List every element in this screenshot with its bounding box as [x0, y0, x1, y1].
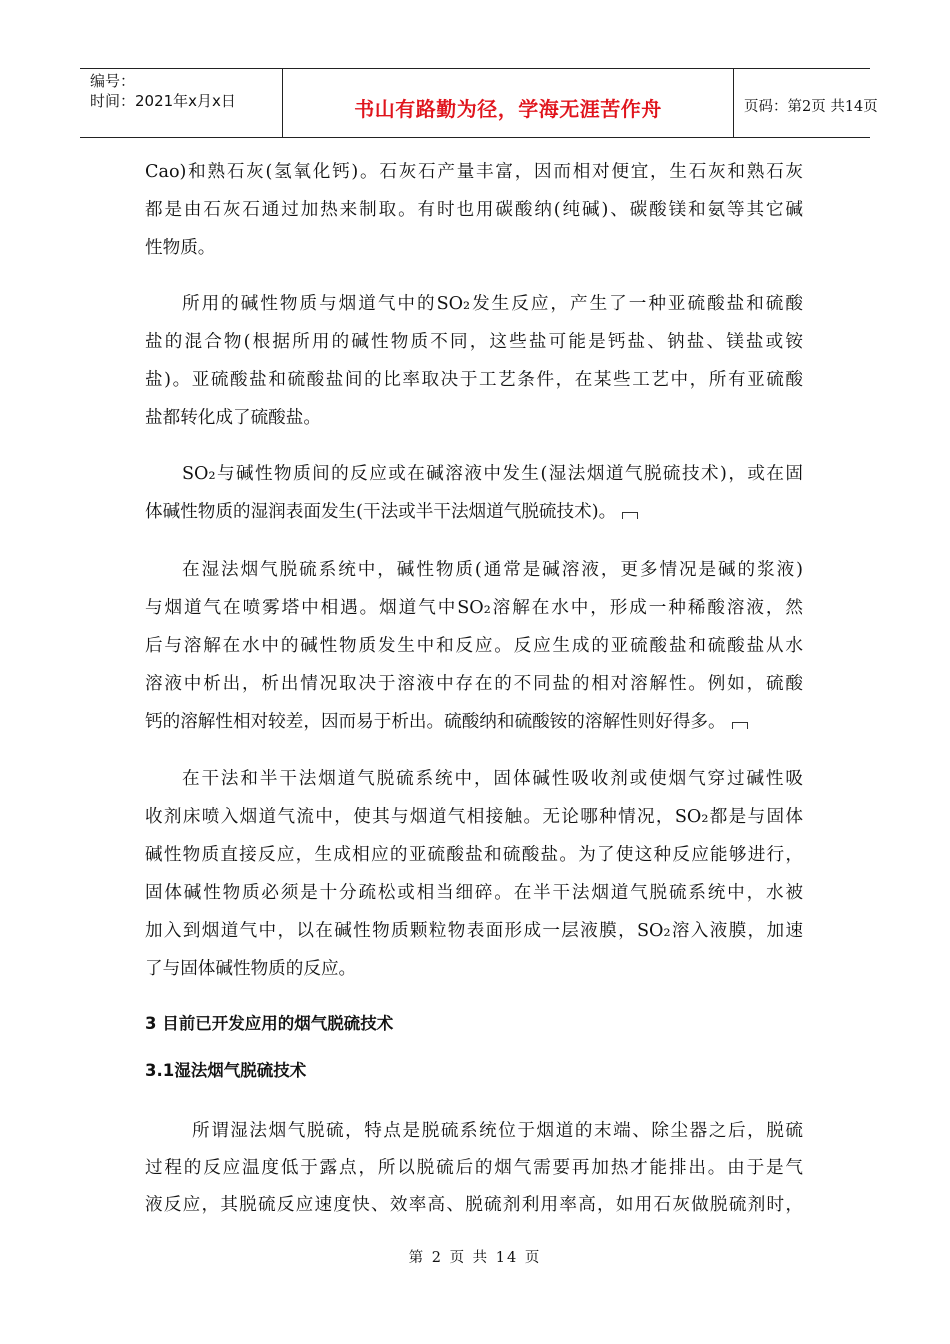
paragraph-line: 了与固体碱性物质的反应。 [145, 959, 357, 979]
paragraph-line: 盐)。亚硫酸盐和硫酸盐间的比率取决于工艺条件，在某些工艺中，所有亚硫酸 [145, 370, 803, 390]
document-date: 时间：2021年x月x日 [90, 92, 236, 110]
paragraph-line: 性物质。 [145, 238, 216, 258]
paragraph-line: 所谓湿法烟气脱硫，特点是脱硫系统位于烟道的末端、除尘器之后，脱硫 [192, 1121, 803, 1141]
paragraph-line: 收剂床喷入烟道气流中，使其与烟道气相接触。无论哪种情况，SO₂都是与固体 [145, 807, 803, 827]
paragraph-line: 溶液中析出，析出情况取决于溶液中存在的不同盐的相对溶解性。例如，硫酸 [145, 674, 803, 694]
section-heading: 3 目前已开发应用的烟气脱硫技术 [145, 1014, 394, 1033]
paragraph-line [145, 710, 748, 734]
paragraph-line: 都是由石灰石通过加热来制取。有时也用碳酸纳(纯碱)、碳酸镁和氨等其它碱 [145, 200, 803, 220]
paragraph-line: 固体碱性物质必须是十分疏松或相当细碎。在半干法烟道气脱硫系统中，水被 [145, 883, 803, 903]
header-page-info: 页码：第2页 共14页 [744, 99, 878, 115]
paragraph-mark-icon [732, 722, 748, 729]
paragraph-line: 所用的碱性物质与烟道气中的SO₂发生反应，产生了一种亚硫酸盐和硫酸 [182, 294, 803, 314]
paragraph-line-text: 体碱性物质的湿润表面发生(干法或半干法烟道气脱硫技术)。 [145, 502, 617, 522]
page-header [80, 68, 878, 138]
header-page-cell [734, 69, 878, 137]
paragraph-mark-icon [622, 512, 638, 519]
subsection-heading: 3.1湿法烟气脱硫技术 [145, 1061, 307, 1080]
header-meta-cell [80, 69, 282, 137]
paragraph-line-text: 钙的溶解性相对较差，因而易于析出。硫酸纳和硫酸铵的溶解性则好得多。 [145, 712, 726, 732]
paragraph-line: 与烟道气在喷雾塔中相遇。烟道气中SO₂溶解在水中，形成一种稀酸溶液，然 [145, 598, 803, 618]
paragraph-line: 碱性物质直接反应，生成相应的亚硫酸盐和硫酸盐。为了使这种反应能够进行， [145, 845, 803, 865]
page-footer: 第 2 页 共 14 页 [408, 1250, 542, 1266]
header-motto-cell [282, 69, 734, 137]
paragraph-line: 后与溶解在水中的碱性物质发生中和反应。反应生成的亚硫酸盐和硫酸盐从水 [145, 636, 803, 656]
paragraph-line: 在湿法烟气脱硫系统中，碱性物质(通常是碱溶液，更多情况是碱的浆液) [182, 560, 803, 580]
paragraph-line: 过程的反应温度低于露点，所以脱硫后的烟气需要再加热才能排出。由于是气 [145, 1158, 803, 1178]
paragraph-line: SO₂与碱性物质间的反应或在碱溶液中发生(湿法烟道气脱硫技术)，或在固 [182, 464, 803, 484]
paragraph-line: 在干法和半干法烟道气脱硫系统中，固体碱性吸收剂或使烟气穿过碱性吸 [182, 769, 803, 789]
paragraph-line: 盐的混合物(根据所用的碱性物质不同，这些盐可能是钙盐、钠盐、镁盐或铵 [145, 332, 803, 352]
paragraph-line: 盐都转化成了硫酸盐。 [145, 408, 321, 428]
paragraph-line: 加入到烟道气中，以在碱性物质颗粒物表面形成一层液膜，SO₂溶入液膜，加速 [145, 921, 803, 941]
paragraph-line [145, 500, 638, 524]
document-number-label: 编号： [90, 72, 136, 90]
paragraph-line: Cao)和熟石灰(氢氧化钙)。石灰石产量丰富，因而相对便宜，生石灰和熟石灰 [145, 162, 803, 182]
header-motto: 书山有路勤为径，学海无涯苦作舟 [354, 97, 662, 121]
paragraph-line: 液反应，其脱硫反应速度快、效率高、脱硫剂利用率高，如用石灰做脱硫剂时， [145, 1195, 803, 1215]
